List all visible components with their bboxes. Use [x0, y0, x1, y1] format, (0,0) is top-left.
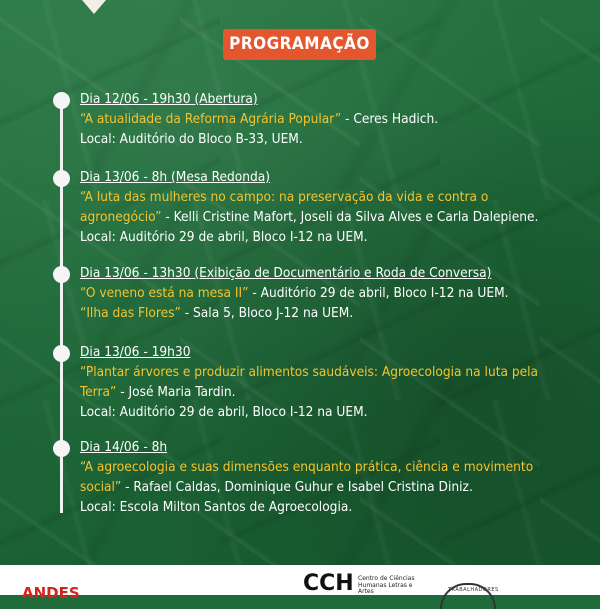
- event-detail: Local: Auditório do Bloco B-33, UEM.: [80, 131, 303, 147]
- event-line: [80, 227, 590, 247]
- event-line: [80, 303, 590, 323]
- event-detail: - Kelli Cristine Mafort, Joseli da Silva Alves e Carla Dalepiene.: [161, 209, 539, 225]
- event-item: [80, 167, 590, 247]
- event-line: [80, 129, 590, 149]
- event-detail: - Rafael Caldas, Dominique Guhur e Isabel Cristina Diniz.: [121, 479, 473, 495]
- event-title: “A agroecologia e suas dimensões enquanto prática, ciência e movimento: [80, 459, 534, 475]
- event-item: [80, 342, 590, 422]
- event-detail: - Sala 5, Bloco J-12 na UEM.: [180, 305, 354, 321]
- event-date: Dia 14/06 - 8h: [80, 439, 168, 455]
- cch-logo-subtitle: Centro de Ciências Humanas Letras e Artes: [358, 575, 415, 595]
- event-title: agronegócio”: [80, 209, 162, 225]
- event-line: [80, 497, 590, 517]
- cch-logo: CCH: [303, 571, 354, 596]
- timeline-dot: [53, 266, 70, 283]
- event-line: [80, 207, 590, 227]
- event-line: [80, 109, 590, 129]
- event-line: [80, 283, 590, 303]
- timeline-dot: [53, 92, 70, 109]
- event-line: [80, 402, 590, 422]
- seal-logo-text: TRABALHADORES: [448, 587, 499, 593]
- event-detail: Local: Auditório 29 de abril, Bloco I-12 na UEM.: [80, 404, 368, 420]
- event-line: [80, 477, 590, 497]
- event-item: [80, 89, 590, 149]
- event-detail: - Ceres Hadich.: [341, 111, 439, 127]
- event-date: Dia 13/06 - 8h (Mesa Redonda): [80, 169, 271, 185]
- event-title: “O veneno está na mesa II”: [80, 285, 249, 301]
- event-line: [80, 362, 590, 382]
- event-detail: Local: Auditório 29 de abril, Bloco I-12 na UEM.: [80, 229, 368, 245]
- event-detail: - Auditório 29 de abril, Bloco I-12 na UEM.: [248, 285, 509, 301]
- event-date: Dia 13/06 - 13h30 (Exibição de Documentário e Roda de Conversa): [80, 265, 492, 281]
- timeline-dot: [53, 170, 70, 187]
- event-title: Terra”: [80, 384, 117, 400]
- event-title: “A atualidade da Reforma Agrária Popular”: [80, 111, 342, 127]
- event-detail: - José Maria Tardin.: [116, 384, 236, 400]
- event-item: [80, 263, 590, 323]
- timeline-dot: [53, 440, 70, 457]
- event-title: social”: [80, 479, 122, 495]
- event-line: [80, 457, 590, 477]
- event-title: “Ilha das Flores”: [80, 305, 181, 321]
- timeline-dot: [53, 345, 70, 362]
- event-title: “Plantar árvores e produzir alimentos saudáveis: Agroecologia na luta pela: [80, 364, 539, 380]
- event-detail: Local: Escola Milton Santos de Agroecologia.: [80, 499, 353, 515]
- event-item: [80, 437, 590, 517]
- partner-logos-bar: [0, 565, 600, 602]
- event-line: [80, 187, 590, 207]
- event-date: Dia 13/06 - 19h30: [80, 344, 191, 360]
- program-title: PROGRAMAÇÃO: [223, 29, 376, 60]
- event-title: “A luta das mulheres no campo: na preservação da vida e contra o: [80, 189, 489, 205]
- andes-logo: ANDES: [22, 584, 80, 602]
- event-line: [80, 382, 590, 402]
- event-date: Dia 12/06 - 19h30 (Abertura): [80, 91, 258, 107]
